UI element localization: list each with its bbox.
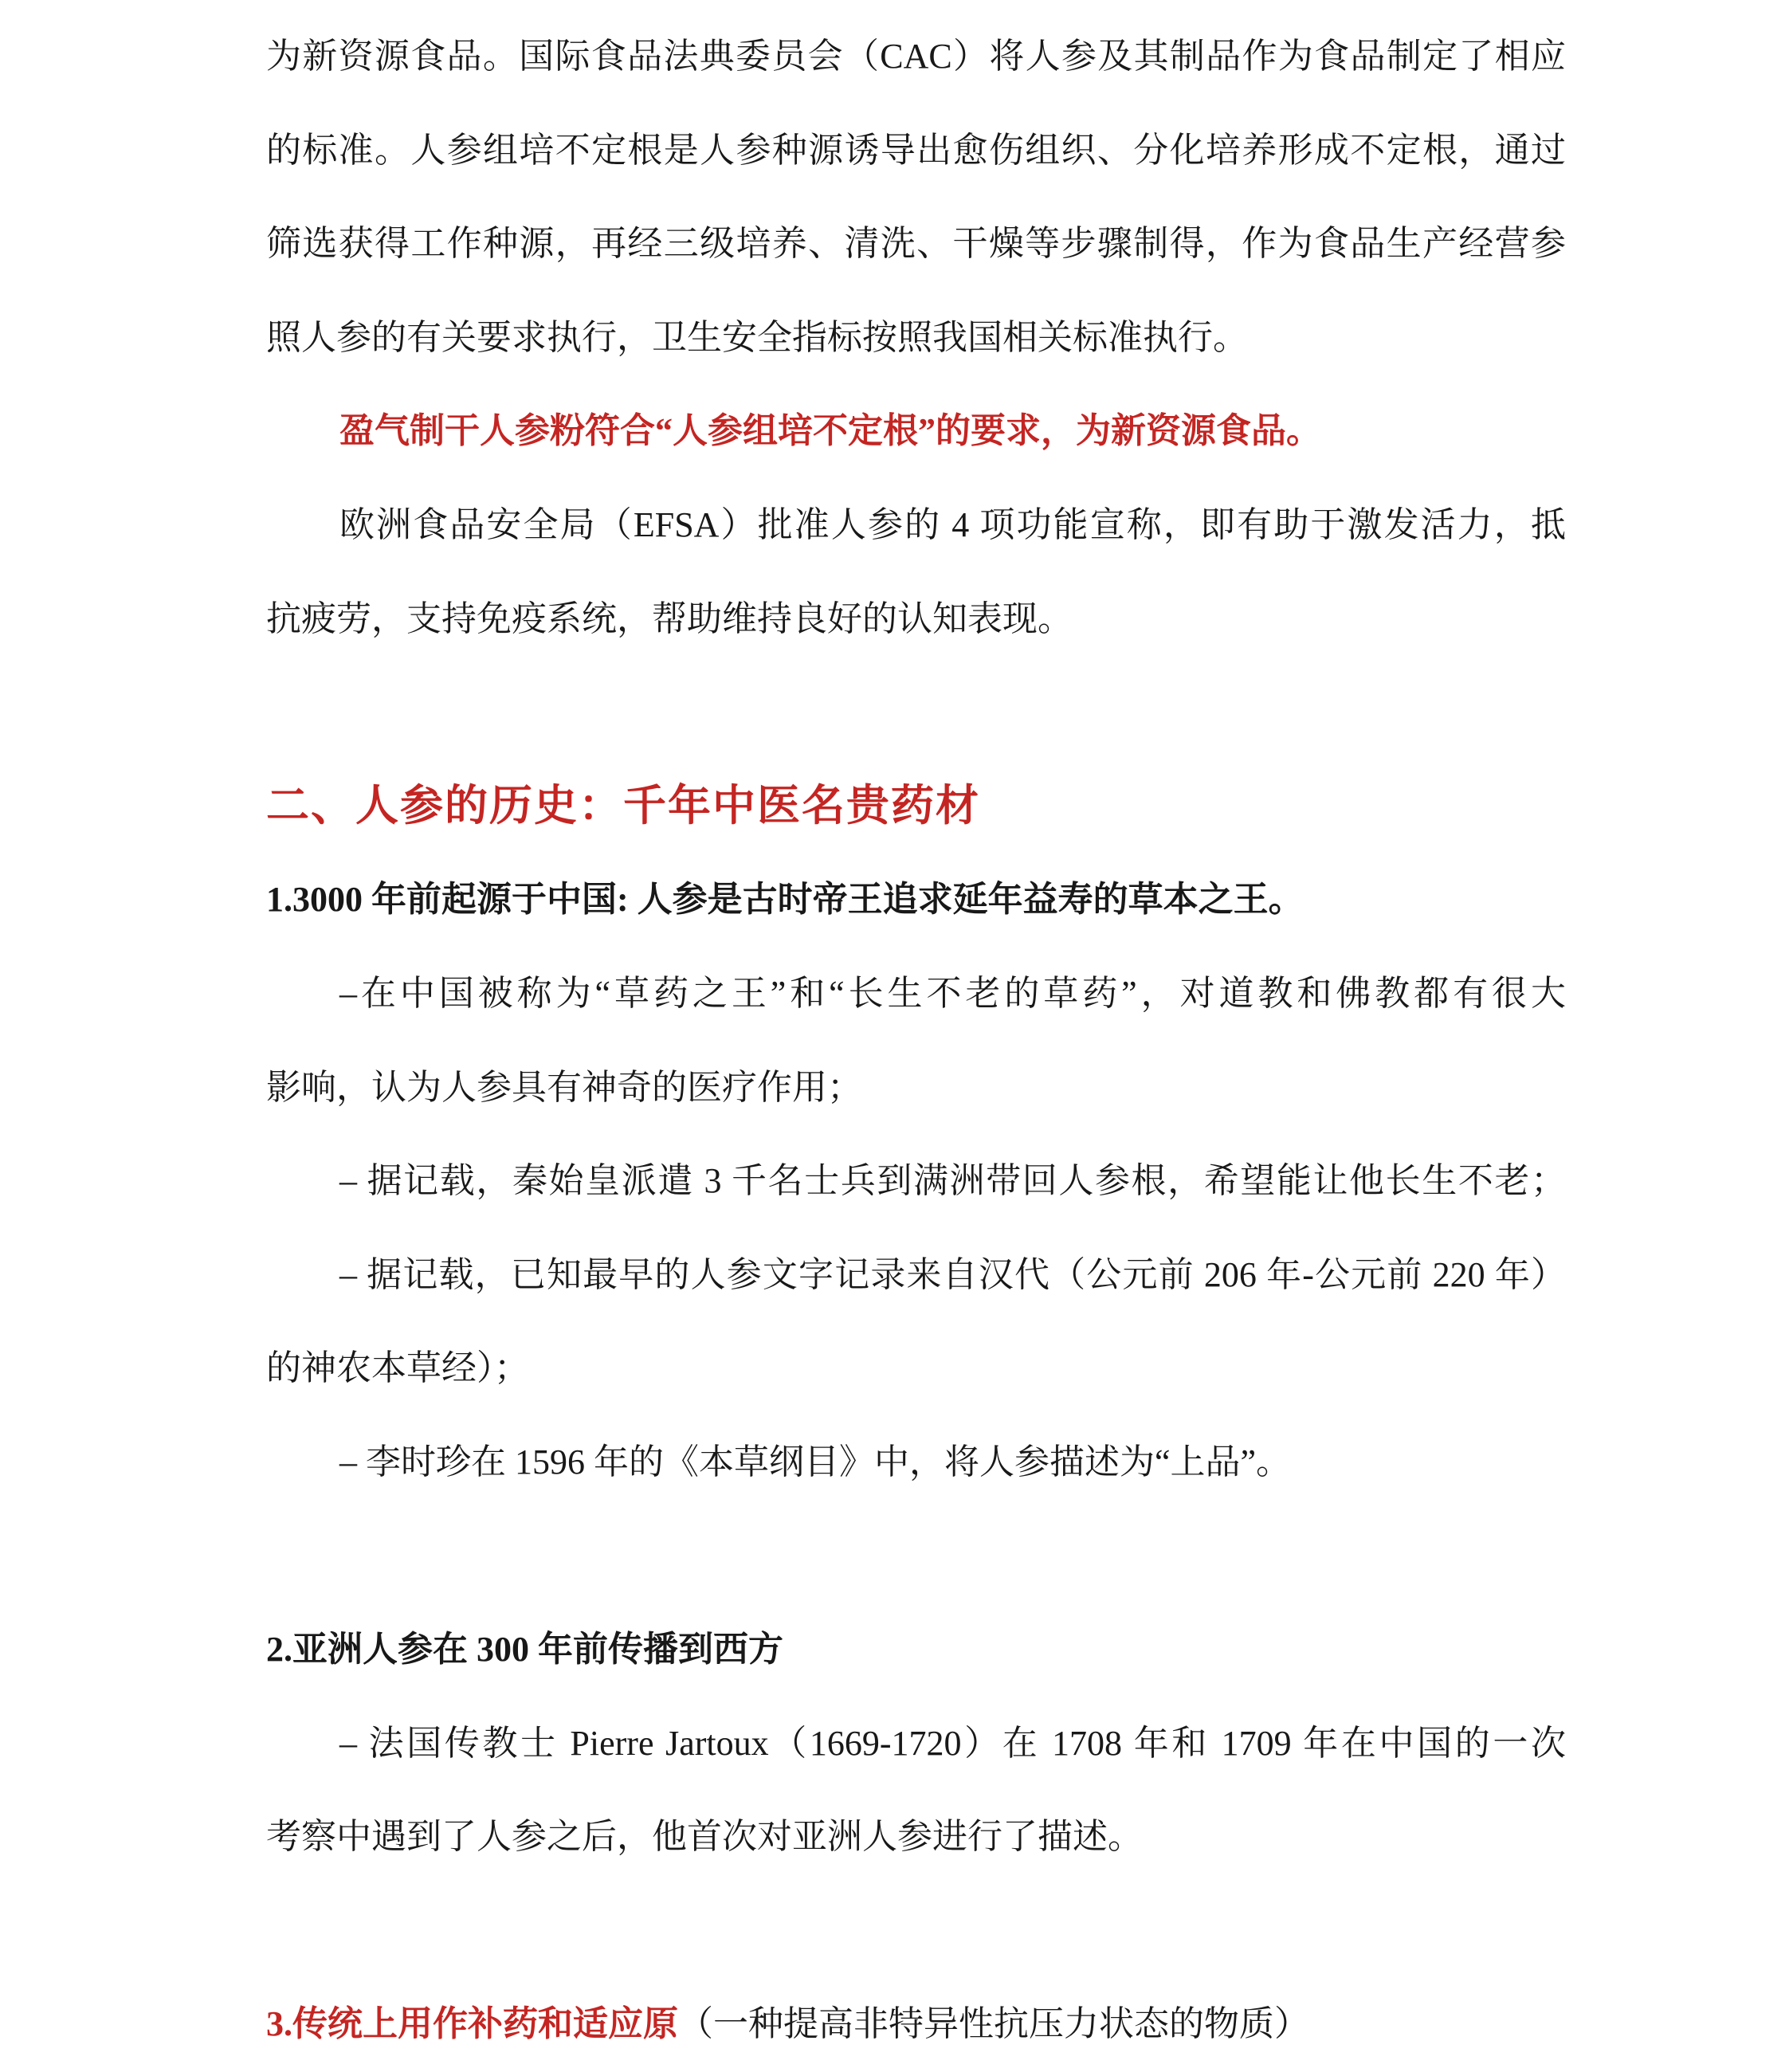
red-note-line: 盈气制干人参粉符合“人参组培不定根”的要求，为新资源食品。 <box>339 411 1321 451</box>
blank-line <box>0 1509 1789 1603</box>
point1-bullet3-line-2: 的神农本草经）； <box>266 1348 529 1388</box>
paragraph2-line-1: 欧洲食品安全局（EFSA）批准人参的 4 项功能宣称，即有助于激发活力，抵 <box>339 504 1566 544</box>
point1-bullet1-line-2: 影响，认为人参具有神奇的医疗作用； <box>266 1067 862 1107</box>
point3-title-black-part: （一种提高非特异性抗压力状态的物质） <box>678 2004 1309 2044</box>
section2-heading: 二、人参的历史：千年中医名贵药材 <box>266 781 980 830</box>
paragraph1-line-4: 照人参的有关要求执行，卫生安全指标按照我国相关标准执行。 <box>266 317 1248 357</box>
paragraph1-line-1: 为新资源食品。国际食品法典委员会（CAC）将人参及其制品作为食品制定了相应 <box>266 37 1566 76</box>
point2-title: 2.亚洲人参在 300 年前传播到西方 <box>266 1630 783 1670</box>
blank-line <box>0 1884 1789 1978</box>
paragraph1-line-2: 的标准。人参组培不定根是人参种源诱导出愈伤组织、分化培养形成不定根，通过 <box>266 130 1566 170</box>
point2-bullet1-line-1: – 法国传教士 Pierre Jartoux（1669-1720）在 1708 年和 1709 年在中国的一次 <box>339 1723 1566 1763</box>
blank-line <box>0 665 1789 759</box>
point1-bullet1-line-1: –在中国被称为“草药之王”和“长生不老的草药”，对道教和佛教都有很大 <box>339 973 1566 1013</box>
point1-bullet2-line: – 据记载，秦始皇派遣 3 千名士兵到满洲带回人参根，希望能让他长生不老； <box>339 1161 1566 1201</box>
point2-bullet1-line-2: 考察中遇到了人参之后，他首次对亚洲人参进行了描述。 <box>266 1817 1143 1857</box>
paragraph1-line-3: 筛选获得工作种源，再经三级培养、清洗、干燥等步骤制得，作为食品生产经营参 <box>266 224 1566 264</box>
paragraph2-line-2: 抗疲劳，支持免疫系统，帮助维持良好的认知表现。 <box>266 598 1073 638</box>
point1-title: 1.3000 年前起源于中国: 人参是古时帝王追求延年益寿的草本之王。 <box>266 880 1304 920</box>
point3-title-line <box>266 1977 1566 2071</box>
point1-bullet3-line-1: – 据记载，已知最早的人参文字记录来自汉代（公元前 206 年-公元前 220 年） <box>339 1254 1566 1294</box>
point1-bullet4-line: – 李时珍在 1596 年的《本草纲目》中，将人参描述为“上品”。 <box>339 1442 1292 1481</box>
point3-title-red-part: 3.传统上用作补药和适应原 <box>266 2004 678 2044</box>
